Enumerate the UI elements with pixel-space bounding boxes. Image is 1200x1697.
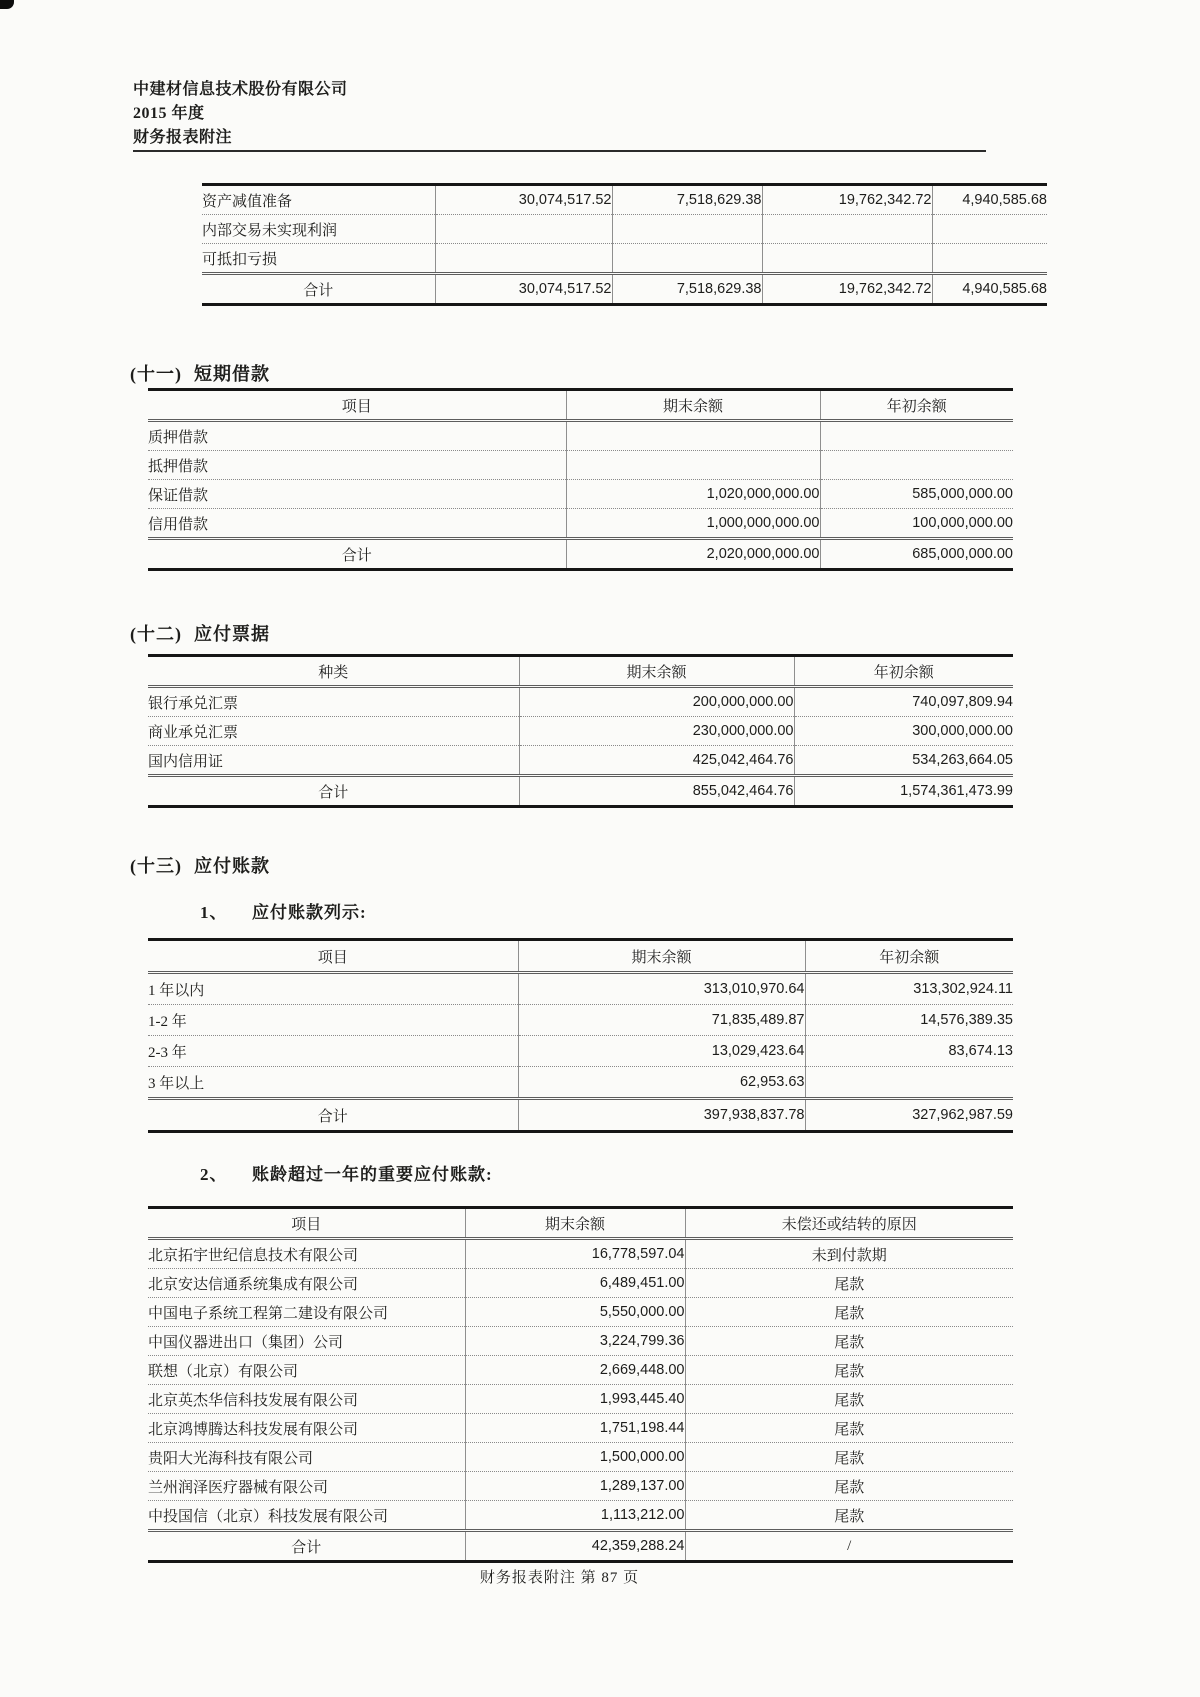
notes-payable-table	[148, 654, 1013, 808]
cell: 尾款	[685, 1414, 1013, 1443]
table-row	[202, 185, 1047, 215]
cell	[566, 421, 820, 451]
cell	[820, 421, 1013, 451]
cell	[612, 244, 762, 274]
row-label: 质押借款	[148, 421, 566, 451]
cell: 30,074,517.52	[435, 185, 612, 215]
subsection-1-title: 应付账款列示:	[252, 903, 367, 922]
column-header: 期末余额	[519, 656, 794, 687]
cell	[762, 215, 932, 244]
cell: 2,669,448.00	[465, 1356, 685, 1385]
table-row	[148, 509, 1013, 539]
column-header: 项目	[148, 1208, 465, 1239]
cell: 1,993,445.40	[465, 1385, 685, 1414]
row-label: 合计	[148, 776, 519, 807]
header-divider-rule	[133, 150, 986, 152]
cell: 300,000,000.00	[794, 717, 1013, 746]
cell: 19,762,342.72	[762, 185, 932, 215]
cell: 6,489,451.00	[465, 1269, 685, 1298]
row-label: 2-3 年	[148, 1036, 518, 1067]
table-row	[148, 1472, 1013, 1501]
cell: 83,674.13	[805, 1036, 1013, 1067]
cell: 尾款	[685, 1385, 1013, 1414]
section-11-number: (十一)	[130, 364, 182, 384]
row-label: 联想（北京）有限公司	[148, 1356, 465, 1385]
column-header: 未偿还或结转的原因	[685, 1208, 1013, 1239]
cell: 19,762,342.72	[762, 274, 932, 305]
cell: 7,518,629.38	[612, 274, 762, 305]
cell: 尾款	[685, 1269, 1013, 1298]
table-row	[148, 1385, 1013, 1414]
row-label: 商业承兑汇票	[148, 717, 519, 746]
subsection-1-number: 1、	[200, 903, 228, 922]
column-header: 年初余额	[805, 940, 1013, 973]
row-label: 国内信用证	[148, 746, 519, 776]
cell: 100,000,000.00	[820, 509, 1013, 539]
column-header: 期末余额	[566, 390, 820, 421]
subsection-2-number: 2、	[200, 1165, 228, 1184]
column-header: 种类	[148, 656, 519, 687]
cell: 4,940,585.68	[932, 185, 1047, 215]
table-row	[148, 480, 1013, 509]
cell	[820, 451, 1013, 480]
cell: 5,550,000.00	[465, 1298, 685, 1327]
section-12-title: 应付票据	[194, 624, 270, 644]
row-label: 1 年以内	[148, 973, 518, 1005]
row-label: 内部交易未实现利润	[202, 215, 435, 244]
table-row	[202, 215, 1047, 244]
carryover-table	[202, 183, 1047, 306]
row-label: 北京英杰华信科技发展有限公司	[148, 1385, 465, 1414]
cell: 尾款	[685, 1356, 1013, 1385]
row-label: 3 年以上	[148, 1067, 518, 1099]
cell: 13,029,423.64	[518, 1036, 805, 1067]
short-term-loans-table	[148, 388, 1013, 571]
row-label: 北京拓宇世纪信息技术有限公司	[148, 1239, 465, 1269]
cell: 1,020,000,000.00	[566, 480, 820, 509]
cell: 1,000,000,000.00	[566, 509, 820, 539]
cell: 230,000,000.00	[519, 717, 794, 746]
table-row	[148, 1269, 1013, 1298]
cell: 30,074,517.52	[435, 274, 612, 305]
subsection-1-heading	[200, 898, 367, 923]
cell: 尾款	[685, 1501, 1013, 1531]
section-13-heading	[130, 852, 270, 878]
cell: 16,778,597.04	[465, 1239, 685, 1269]
row-label: 合计	[148, 539, 566, 570]
cell: 3,224,799.36	[465, 1327, 685, 1356]
cell: 855,042,464.76	[519, 776, 794, 807]
cell	[435, 215, 612, 244]
section-13-title: 应付账款	[194, 856, 270, 876]
cell	[762, 244, 932, 274]
row-label: 中投国信（北京）科技发展有限公司	[148, 1501, 465, 1531]
column-header: 项目	[148, 390, 566, 421]
row-label: 信用借款	[148, 509, 566, 539]
section-11-heading	[130, 360, 270, 386]
row-label: 北京安达信通系统集成有限公司	[148, 1269, 465, 1298]
cell: 尾款	[685, 1327, 1013, 1356]
cell: 62,953.63	[518, 1067, 805, 1099]
cell: 425,042,464.76	[519, 746, 794, 776]
cell: 尾款	[685, 1443, 1013, 1472]
row-label: 贵阳大光海科技有限公司	[148, 1443, 465, 1472]
cell	[612, 215, 762, 244]
table-header-row	[148, 390, 1013, 421]
table-row	[148, 451, 1013, 480]
subsection-2-title: 账龄超过一年的重要应付账款:	[252, 1165, 493, 1184]
cell: 4,940,585.68	[932, 274, 1047, 305]
table-row	[148, 1501, 1013, 1531]
table-row	[148, 1443, 1013, 1472]
section-13-number: (十三)	[130, 856, 182, 876]
table-row	[148, 1327, 1013, 1356]
total-row	[148, 776, 1013, 807]
cell	[435, 244, 612, 274]
row-label: 资产减值准备	[202, 185, 435, 215]
table-row	[148, 1067, 1013, 1099]
page-footer: 财务报表附注 第 87 页	[479, 1570, 640, 1586]
column-header: 年初余额	[794, 656, 1013, 687]
table-row	[148, 1356, 1013, 1385]
cell: 71,835,489.87	[518, 1005, 805, 1036]
cell: 2,020,000,000.00	[566, 539, 820, 570]
cell: 200,000,000.00	[519, 687, 794, 717]
row-label: 北京鸿博腾达科技发展有限公司	[148, 1414, 465, 1443]
table-header-row	[148, 1208, 1013, 1239]
column-header: 期末余额	[518, 940, 805, 973]
row-label: 保证借款	[148, 480, 566, 509]
subsection-2-heading	[200, 1160, 493, 1185]
row-label: 合计	[202, 274, 435, 305]
cell: 534,263,664.05	[794, 746, 1013, 776]
cell: 未到付款期	[685, 1239, 1013, 1269]
cell: 1,500,000.00	[465, 1443, 685, 1472]
row-label: 银行承兑汇票	[148, 687, 519, 717]
column-header: 年初余额	[820, 390, 1013, 421]
fiscal-year: 2015 年度	[133, 105, 205, 122]
document-title: 财务报表附注	[133, 129, 233, 146]
important-aged-payables-table	[148, 1206, 1013, 1563]
section-11-title: 短期借款	[194, 364, 270, 384]
total-row	[148, 539, 1013, 570]
section-12-number: (十二)	[130, 624, 182, 644]
row-label: 兰州润泽医疗器械有限公司	[148, 1472, 465, 1501]
row-label: 抵押借款	[148, 451, 566, 480]
section-12-heading	[130, 620, 270, 646]
cell: /	[685, 1531, 1013, 1562]
column-header: 项目	[148, 940, 518, 973]
cell: 313,302,924.11	[805, 973, 1013, 1005]
cell: 685,000,000.00	[820, 539, 1013, 570]
table-row	[148, 1005, 1013, 1036]
cell: 7,518,629.38	[612, 185, 762, 215]
cell: 740,097,809.94	[794, 687, 1013, 717]
row-label: 中国电子系统工程第二建设有限公司	[148, 1298, 465, 1327]
cell: 313,010,970.64	[518, 973, 805, 1005]
cell: 1,574,361,473.99	[794, 776, 1013, 807]
row-label: 1-2 年	[148, 1005, 518, 1036]
table-row	[148, 717, 1013, 746]
scan-corner-artifact	[0, 0, 14, 9]
table-row	[202, 244, 1047, 274]
cell: 1,289,137.00	[465, 1472, 685, 1501]
cell: 585,000,000.00	[820, 480, 1013, 509]
table-row	[148, 687, 1013, 717]
cell: 14,576,389.35	[805, 1005, 1013, 1036]
table-row	[148, 1298, 1013, 1327]
document-header	[133, 78, 348, 150]
row-label: 中国仪器进出口（集团）公司	[148, 1327, 465, 1356]
accounts-payable-aging-table	[148, 938, 1013, 1133]
column-header: 期末余额	[465, 1208, 685, 1239]
table-row	[148, 1239, 1013, 1269]
cell: 1,113,212.00	[465, 1501, 685, 1531]
table-row	[148, 1036, 1013, 1067]
row-label: 合计	[148, 1531, 465, 1562]
table-row	[148, 421, 1013, 451]
cell: 327,962,987.59	[805, 1099, 1013, 1132]
cell	[932, 215, 1047, 244]
row-label: 合计	[148, 1099, 518, 1132]
row-label: 可抵扣亏损	[202, 244, 435, 274]
total-row	[148, 1099, 1013, 1132]
table-header-row	[148, 656, 1013, 687]
cell	[805, 1067, 1013, 1099]
table-header-row	[148, 940, 1013, 973]
table-row	[148, 746, 1013, 776]
cell	[932, 244, 1047, 274]
total-row	[202, 274, 1047, 305]
company-name: 中建材信息技术股份有限公司	[133, 81, 348, 98]
cell	[566, 451, 820, 480]
cell: 42,359,288.24	[465, 1531, 685, 1562]
cell: 尾款	[685, 1472, 1013, 1501]
cell: 1,751,198.44	[465, 1414, 685, 1443]
total-row	[148, 1531, 1013, 1562]
table-row	[148, 1414, 1013, 1443]
cell: 尾款	[685, 1298, 1013, 1327]
table-row	[148, 973, 1013, 1005]
cell: 397,938,837.78	[518, 1099, 805, 1132]
